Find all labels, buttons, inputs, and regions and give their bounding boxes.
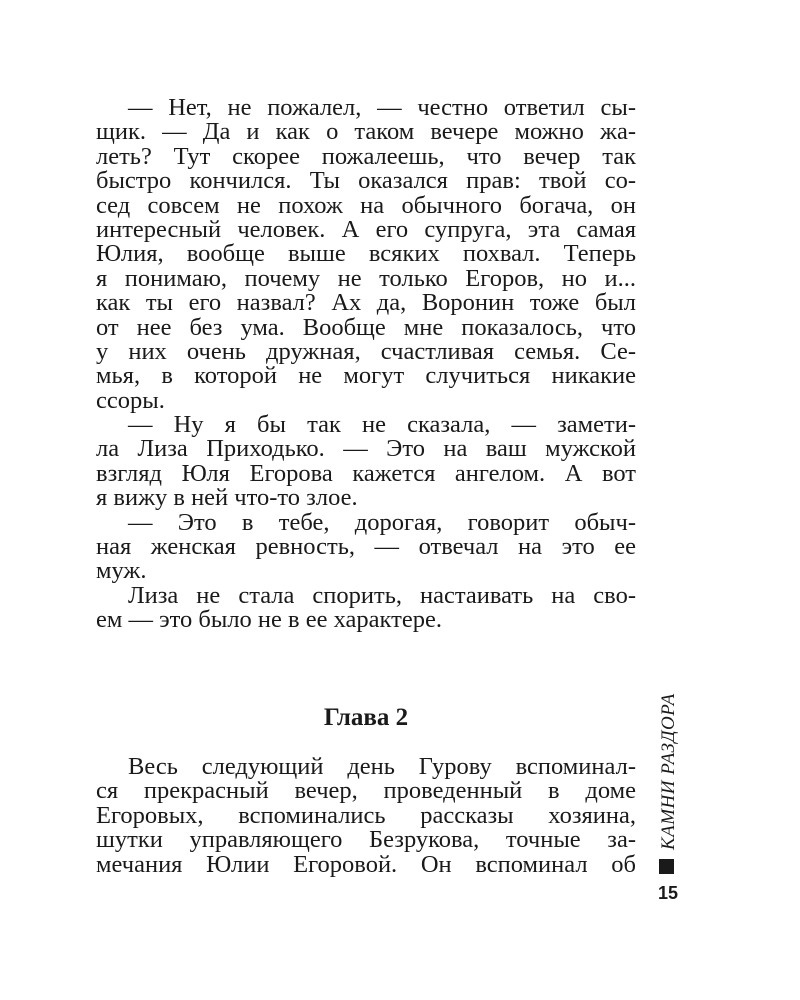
text-line: мечания Юлии Егоровой. Он вспоминал об [96, 850, 636, 878]
text-line: я понимаю, почему не только Егоров, но и... [96, 264, 636, 292]
text-line: ссоры. [96, 386, 165, 414]
page-body [96, 96, 636, 633]
text-line: Егоровых, вспоминались рассказы хозяина, [96, 801, 636, 829]
text-line: взгляд Юля Егорова кажется ангелом. А вот [96, 459, 636, 487]
text-line: мья, в которой не могут случиться никакие [96, 362, 636, 390]
text-line: ем — это было не в ее характере. [96, 606, 442, 634]
page-number: 15 [657, 883, 679, 903]
text-line: быстро кончился. Ты оказался прав: твой со- [96, 167, 636, 195]
chapter-body [96, 755, 636, 877]
text-line: ся прекрасный вечер, проведенный в доме [96, 777, 636, 805]
text-line: — Ну я бы так не сказала, — замети- [128, 411, 636, 439]
text-line: как ты его назвал? Ах да, Воронин тоже был [96, 289, 636, 317]
text-line: сед совсем не похож на обычного богача, он [96, 191, 636, 219]
text-line: — Это в тебе, дорогая, говорит обыч- [128, 508, 636, 536]
text-line: леть? Тут скорее пожалеешь, что вечер так [96, 142, 636, 170]
text-line: Весь следующий день Гурову вспоминал- [128, 753, 636, 780]
text-line: интересный человек. А его супруга, эта самая [96, 215, 636, 243]
text-line: Лиза не стала спорить, настаивать на сво- [128, 581, 636, 609]
text-line: — Нет, не пожалел, — честно ответил сы- [128, 94, 636, 121]
text-line: от нее без ума. Вообще мне показалось, что [96, 313, 636, 341]
square-marker-icon [659, 859, 674, 874]
text-line: ла Лиза Приходько. — Это на ваш мужской [96, 435, 636, 463]
text-line: у них очень дружная, счастливая семья. Се- [96, 337, 636, 365]
text-line: я вижу в ней что-то злое. [96, 484, 358, 512]
text-line: щик. — Да и как о таком вечере можно жа- [96, 118, 636, 146]
text-line: ная женская ревность, — отвечал на это ее [96, 533, 636, 561]
text-line: шутки управляющего Безрукова, точные за- [96, 826, 636, 854]
text-line: муж. [96, 557, 147, 585]
book-title-running-head: КАМНИ РАЗДОРА [658, 693, 679, 850]
text-line: Юлия, вообще выше всяких похвал. Теперь [96, 240, 636, 268]
chapter-title: Глава 2 [323, 704, 409, 731]
